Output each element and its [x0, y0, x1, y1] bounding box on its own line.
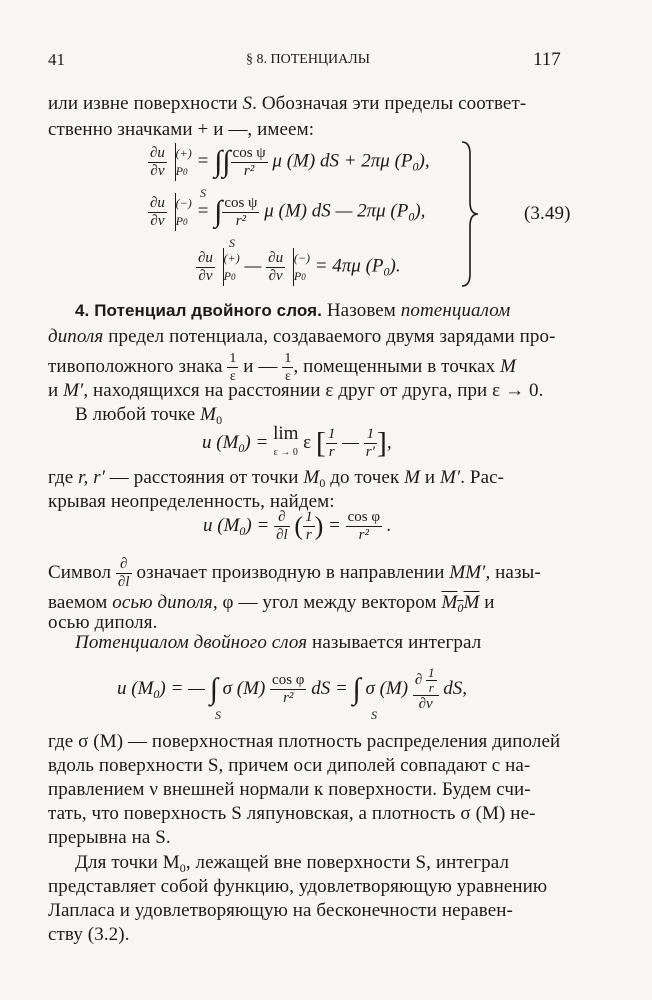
section-4-line-7: крывая неопределенность, найдем: — [48, 491, 335, 512]
derivative-formula: u $(M_0)$ = $\frac{\partial}{\partial l}$ ( $\frac{1}{r}$ ) = $\frac{\text{cos φ}}{\text{r²}}$ . — [203, 509, 392, 543]
paragraph-1-line-3: правлением ν внешней нормали к поверхности. Будем счи- — [48, 779, 531, 800]
eq-349-subscript-S-1: S — [200, 186, 206, 200]
double-layer-integral: u $(M_0)$ = — ∫ σ (M) $\frac{\text{cos φ}}{\text{r²}}$ dS = ∫ σ (M) ∂ $\frac{1}{r}$ ∂ν dS, — [117, 665, 468, 712]
eq-349-line-3: $\frac{\partial u}{\partial\nu}$ (+) P0 — $\frac{\partial u}{\partial\nu}$ (−) P0 = 4πμ $(P_0)$. — [196, 248, 401, 286]
eq-349-subscript-S-2: S — [229, 236, 235, 250]
paragraph-1-line-5: прерывна на S. — [48, 827, 171, 848]
section-4-line-2: диполя предел потенциала, создаваемого двумя зарядами про- — [48, 326, 556, 347]
vector-M0M: $\overline{M}$ — [441, 592, 458, 613]
integral-subscript-S-2: S — [371, 708, 377, 722]
section-4-line-4: и M′, находящихся на расстоянии ε друг от друга, при ε → 0. — [48, 380, 544, 401]
paragraph-2-line-2: представляет собой функцию, удовлетворяющую уравнению — [48, 876, 548, 897]
page-marker: 41 — [48, 50, 65, 69]
paragraph-2-line-1: Для точки $M_0$, лежащей вне поверхности S, интеграл — [75, 852, 510, 875]
paragraph-1-line-4: тать, что поверхность S ляпуновская, а плотность σ (M) не- — [48, 803, 536, 824]
section-4-line-6: где r, r′ — расстояния от точки $M_0$ до точек M и M′. Рас- — [48, 467, 505, 490]
limit-formula: u $(M_0) = \lim$ ε → 0 ε [ $\frac{1}{r}$ — $\frac{1}{r'}$ ], — [202, 423, 392, 460]
paragraph-1-line-2: вдоль поверхности S, причем оси диполей совпадают с на- — [48, 755, 531, 776]
running-head: § 8. ПОТЕНЦИАЛЫ — [246, 52, 370, 67]
paragraph-1-line-1: где σ (M) — поверхностная плотность распределения диполей — [48, 731, 561, 752]
intro-line-2: ственно значками + и —, имеем: — [48, 119, 315, 140]
section-heading: 4. Потенциал двойного слоя. — [75, 301, 323, 320]
eq-349-line-1: $\frac{\partial u}{\partial\nu}$ (+) P0 = ∫∫ $\frac{\text{cos ψ}}{\text{r²}}$ μ (M) dS + 2πμ $(P_0)$, — [148, 143, 430, 181]
section-4-line-5: В любой точке $M_0$ — [75, 404, 223, 427]
paragraph-2-line-3: Лапласа и удовлетворяющую на бесконечности неравен- — [48, 900, 513, 921]
section-4-line-10: осью диполя. — [48, 612, 158, 633]
intro-line-1: или извне поверхности S. Обозначая эти пределы соответ- — [48, 93, 527, 114]
paragraph-2-line-4: ству (3.2). — [48, 924, 130, 945]
section-4-line-3: тивоположного знака $\frac{1}{\varepsilon}$ и — $\frac{1}{\varepsilon}$ , помещенными в точках M — [48, 351, 517, 384]
section-4-line-8: Символ $\frac{\partial}{\partial l}$ означает производную в направлении MM′, назы- — [48, 556, 541, 590]
equation-label: (3.49) — [524, 203, 571, 224]
eq-349-line-2: $\frac{\partial u}{\partial\nu}$ (−) P0 = ∫ $\frac{\text{cos ψ}}{\text{r²}}$ μ (M) dS — 2πμ $(P_0)$, — [148, 193, 425, 231]
section-4-line-1: 4. Потенциал двойного слоя. Назовем потенциалом — [75, 300, 511, 321]
section-4-line-11: Потенциалом двойного слоя называется интеграл — [75, 632, 482, 653]
page-number: 117 — [533, 49, 561, 70]
right-brace — [458, 140, 480, 288]
section-4-line-9: ваемом осью диполя, φ — угол между вектором $\overline{M}_0\overline{M}$ и — [48, 592, 495, 615]
integral-subscript-S-1: S — [215, 708, 221, 722]
